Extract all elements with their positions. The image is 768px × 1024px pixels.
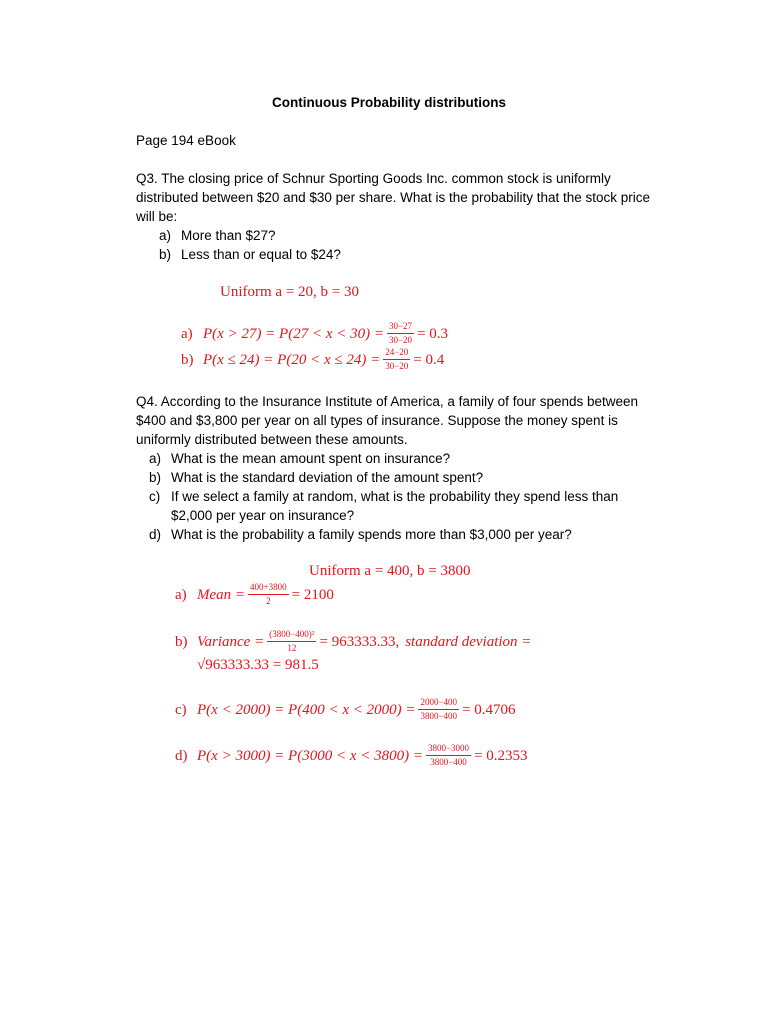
q3-solution-a-denominator: 30−20 xyxy=(388,335,413,345)
q4-item-a-text: What is the mean amount spent on insurance? xyxy=(171,451,451,466)
q3-item-b xyxy=(159,246,341,264)
q4-item-c xyxy=(149,488,618,506)
page-title: Continuous Probability distributions xyxy=(272,95,506,110)
q3-solution-b-label: b) xyxy=(181,351,194,368)
q4-solution-c xyxy=(175,698,516,721)
q4-solution-a-label: a) xyxy=(175,586,187,603)
q3-solution-b-numerator: 24−20 xyxy=(383,348,410,360)
q4-solution-c-denominator: 3800−400 xyxy=(420,711,458,721)
q4-solution-c-numerator: 2000−400 xyxy=(418,698,459,710)
q4-item-d-label: d) xyxy=(149,527,162,542)
q3-item-b-text: Less than or equal to $24? xyxy=(181,247,341,262)
q4-text-line2: $400 and $3,800 per year on all types of insurance. Suppose the money spent is xyxy=(136,413,618,428)
q4-solution-b-result: = 963333.33, xyxy=(319,633,400,650)
q3-solution-a-result: = 0.3 xyxy=(417,325,449,342)
q3-solution-a-numerator: 30−27 xyxy=(387,322,414,334)
q4-solution-a-denominator: 2 xyxy=(266,596,271,606)
q4-solution-c-result: = 0.4706 xyxy=(462,701,516,718)
q4-solution-d-denominator: 3800−400 xyxy=(430,757,467,767)
q4-solution-c-label: c) xyxy=(175,701,187,718)
q3-solution-b xyxy=(181,348,444,371)
q4-solution-d-lhs: P(x > 3000) = P(3000 < x < 3800) = xyxy=(197,747,423,764)
q3-solution-a-fraction xyxy=(387,322,414,345)
q3-item-b-label: b) xyxy=(159,247,172,262)
q3-solution-b-result: = 0.4 xyxy=(413,351,445,368)
q4-item-a-label: a) xyxy=(149,451,162,466)
q3-text-line3: will be: xyxy=(136,209,178,224)
q4-solution-d-result: = 0.2353 xyxy=(474,747,528,764)
q3-solution-b-lhs: P(x ≤ 24) = P(20 < x ≤ 24) = xyxy=(203,351,381,368)
q4-solution-d-numerator: 3800−3000 xyxy=(426,744,471,756)
q3-item-a xyxy=(159,227,276,245)
q4-text-line3: uniformly distributed between these amounts. xyxy=(136,432,408,447)
q4-solution-d-fraction xyxy=(426,744,471,767)
q4-item-c-text1: If we select a family at random, what is the probability they spend less than xyxy=(171,489,619,504)
q4-solution-c-lhs: P(x < 2000) = P(400 < x < 2000) = xyxy=(197,701,416,718)
q4-solution-b-line2: √963333.33 = 981.5 xyxy=(197,657,319,673)
q3-item-a-label: a) xyxy=(159,228,172,243)
q4-solution-b-numerator: (3800−400)² xyxy=(267,630,316,642)
q4-solution-d xyxy=(175,744,528,767)
q4-solution-b xyxy=(175,630,531,653)
q4-solution-b-lhs: Variance = xyxy=(197,633,265,650)
source-reference: Page 194 eBook xyxy=(136,133,236,148)
q4-item-b-label: b) xyxy=(149,470,162,485)
q4-solution-a-lhs: Mean = xyxy=(197,586,246,603)
q4-text-line1: Q4. According to the Insurance Institute of America, a family of four spends between xyxy=(136,394,639,409)
q3-uniform-params: Uniform a = 20, b = 30 xyxy=(220,284,359,300)
q4-solution-a xyxy=(175,583,334,606)
q3-item-a-text: More than $27? xyxy=(181,228,276,243)
q3-text-line1: Q3. The closing price of Schnur Sporting Goods Inc. common stock is uniformly xyxy=(136,171,611,186)
q4-solution-d-label: d) xyxy=(175,747,188,764)
q4-uniform-params: Uniform a = 400, b = 3800 xyxy=(309,563,471,579)
q4-item-b-text: What is the standard deviation of the amount spent? xyxy=(171,470,484,485)
q4-item-c-label: c) xyxy=(149,489,161,504)
q4-solution-a-result: = 2100 xyxy=(291,586,334,603)
q4-solution-b-sd-label: standard deviation = xyxy=(405,633,532,650)
q3-solution-b-fraction xyxy=(383,348,410,371)
q4-solution-b-denominator: 12 xyxy=(287,643,297,653)
q4-item-d-text: What is the probability a family spends more than $3,000 per year? xyxy=(171,527,572,542)
q4-solution-b-fraction xyxy=(267,630,316,653)
q4-solution-b-label: b) xyxy=(175,633,188,650)
q3-text-line2: distributed between $20 and $30 per share. What is the probability that the stock price xyxy=(136,190,651,205)
q4-item-a xyxy=(149,450,450,468)
q3-solution-a-label: a) xyxy=(181,325,193,342)
q4-item-c-line2: $2,000 per year on insurance? xyxy=(171,508,355,523)
q3-solution-a-lhs: P(x > 27) = P(27 < x < 30) = xyxy=(203,325,384,342)
q4-item-d xyxy=(149,526,572,544)
q4-solution-c-fraction xyxy=(418,698,459,721)
q4-item-b xyxy=(149,469,483,487)
q3-solution-a xyxy=(181,322,448,345)
q4-solution-a-fraction xyxy=(248,583,289,606)
q4-solution-a-numerator: 400+3800 xyxy=(248,583,289,595)
q3-solution-b-denominator: 30−20 xyxy=(385,361,409,371)
